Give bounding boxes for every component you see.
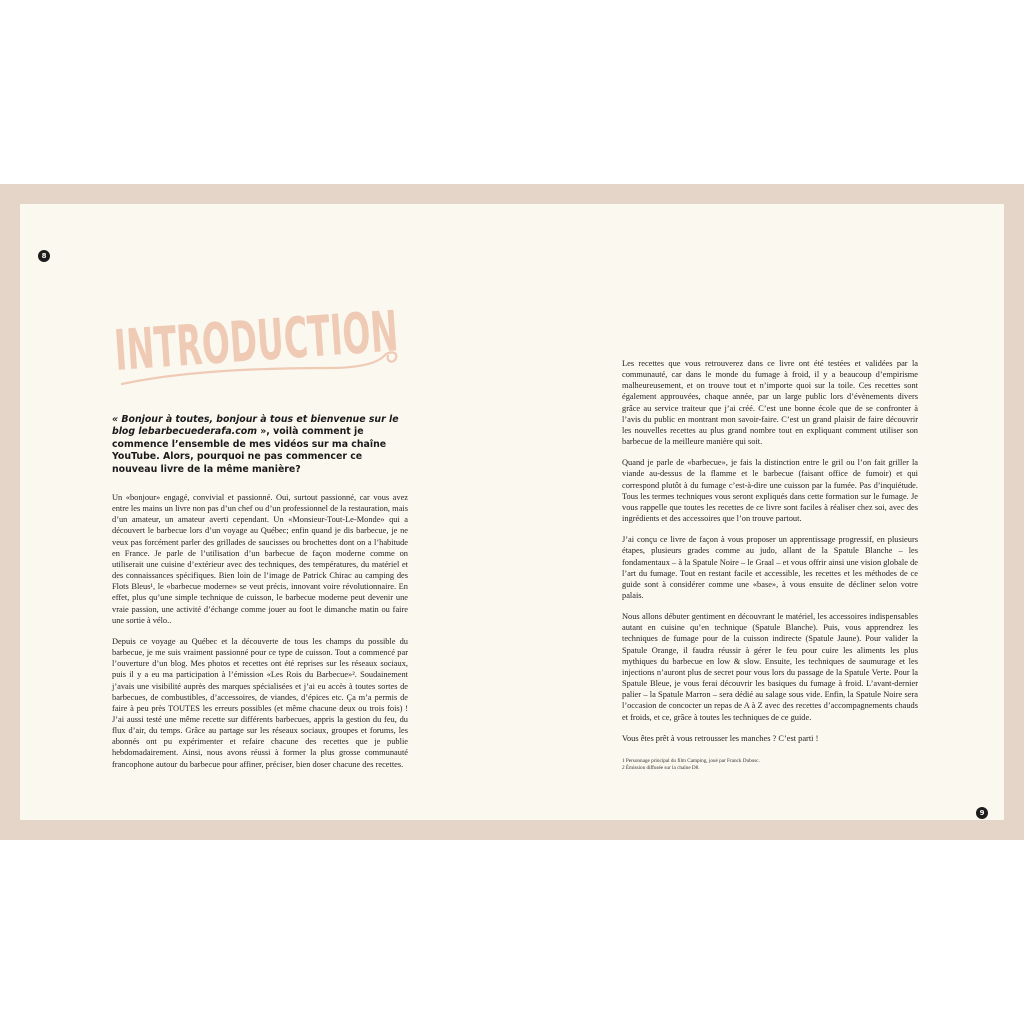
right-page-number: 9 bbox=[976, 807, 988, 819]
chapter-title bbox=[108, 285, 599, 390]
footnote-1: 1 Personnage principal du film Camping, joué par Franck Dubosc. bbox=[622, 757, 760, 764]
footnote-2: 2 Émission diffusée sur la chaîne D8. bbox=[622, 764, 700, 771]
intro-lead-rest: », voilà comment je commence l’ensemble de mes vidéos sur ma chaîne YouTube. Alors, pourquoi ne pas commencer ce nouveau livre de la même manière? bbox=[112, 426, 387, 475]
right-paragraph-4: Nous allons débuter gentiment en découvrant le matériel, les accessoires indispensables autant en cuisine qu’en technique (Spatule Blanche). Puis, vous apprendrez les techniques de fumage pour de la cuisson indirecte (Spatule Jaune). Pour valider la Spatule Orange, il faudra réussir à gérer le feu pour cuire les aliments les plus mythiques du barbecue en low & slow. Ensuite, les techniques de saumurage et les injections n’auront plus de secret pour vous lors du passage de la Spatule Verte. Pour la Spatule Bleue, je vous ferai découvrir les basiques du fumage à froid. L’avant-dernier palier – la Spatule Marron – sera dédié au salage sous vide. Enfin, la Spatule Noire sera l’occasion de concocter un repas de A à Z avec des recettes d’accompagnements chauds et froids, et ce, grâce à toutes les techniques de ce guide. bbox=[622, 612, 918, 722]
footnotes bbox=[622, 758, 918, 772]
right-paragraph-3: J’ai conçu ce livre de façon à vous proposer un apprentissage progressif, en plusieurs étapes, plusieurs grades comme au judo, allant de la Spatule Blanche – les fondamentaux – à la Spatule Noire – le Graal – et vous offrir ainsi une vision globale de l’art du fumage. Tout en restant facile et accessible, les recettes et les méthodes de ce guide sont à considérer comme une «base», à vous ensuite de décliner selon votre palais. bbox=[622, 535, 918, 600]
left-column bbox=[112, 492, 408, 780]
right-column bbox=[622, 358, 918, 772]
page-sheet bbox=[20, 204, 1004, 820]
intro-lead-italic: « Bonjour à toutes, bonjour à tous et bienvenue sur le blog lebarbecuederafa.com bbox=[112, 414, 399, 438]
right-paragraph-5: Vous êtes prêt à vous retrousser les manches ? C’est parti ! bbox=[622, 733, 819, 743]
right-paragraph-2: Quand je parle de «barbecue», je fais la distinction entre le gril ou l’on fait griller la viande au-dessus de la flamme et le barbecue (faisant office de fumoir) et qui correspond plutôt à du fumage c’est-à-dire une cuisson par la fumée. Pas d’inquiétude. Tous les termes techniques vous seront expliqués dans cette formation sur le fumage. Je vous rappelle que toutes les recettes de ce livre sont faciles à réaliser chez soi, avec des ingrédients et des accessoires que l’on trouve partout. bbox=[622, 458, 918, 524]
title-graphic bbox=[108, 285, 599, 390]
title-text: INTRODUCTION bbox=[112, 285, 599, 384]
left-paragraph-2: Depuis ce voyage au Québec et la découverte de tous les champs du possible du barbecue, je me suis vraiment passionné pour ce type de cuisson. Tout a commencé par l’ouverture d’un blog. Mes photos et recettes ont été reprises sur les réseaux sociaux, puis il y a eu ma participation à l’émission «Les Rois du Barbecue»². Soudainement j’avais une visibilité auprès des marques spécialisées et j’ai eu accès à toutes sortes de barbecues, de combustibles, d’accessoires, de viandes, d’épices etc. Ça m’a permis de faire à peu près TOUTES les erreurs possibles (et même chacune deux ou trois fois) ! J’ai aussi testé une même recette sur différents barbecues, appris la gestion du feu, du flux d’air, du temps. Grâce au partage sur les réseaux sociaux, groupes et forums, les abonnés ont pu expérimenter et refaire chacune des recettes que je publie hebdomadairement. Ainsi, nous avons réussi à former la plus grosse communauté francophone autour du barbecue pour affiner, préciser, bien doser chacune des recettes. bbox=[112, 636, 408, 769]
left-paragraph-1: Un «bonjour» engagé, convivial et passionné. Oui, surtout passionné, car vous avez entre les mains un livre non pas d’un chef ou d’un professionnel de la restauration, mais d’un amateur, un amateur averti cependant. Un «Monsieur-Tout-Le-Monde» qui a découvert le barbecue lors d’un voyage au Québec; enfin quand je dis barbecue, je ne veux pas forcément parler des grillades de saucisses ou brochettes dont on a l’habitude en France. Je parle de l’utilisation d’un barbecue de façon moderne comme on utiliserait une cuisine d’extérieur avec des techniques, des températures, du matériel et des connaissances spécifiques. Bien loin de l’image de Patrick Chirac au camping des Flots Bleus¹, le «barbecue moderne» se veut précis, innovant voire révolutionnaire. En effet, plus qu’une simple technique de cuisson, le barbecue moderne peut devenir une vraie passion, une activité d’échange comme jouer au foot le dimanche matin ou faire une sortie à vélo.. bbox=[112, 493, 408, 625]
book-spread bbox=[0, 184, 1024, 840]
right-paragraph-1: Les recettes que vous retrouverez dans ce livre ont été testées et validées par la communauté, car dans le monde du fumage à froid, il y a beaucoup d’empirisme malheureusement, et on trouve tout et n’importe quoi sur la toile. Ces recettes sont également approuvées, chaque année, par un large public lors d’évènements divers grâce au service traiteur que j’ai créé. C’est une bonne école que de se confronter à l’avis du public en montrant mon savoir-faire. C’est un grand plaisir de faire découvrir les nouvelles recettes au plus grand nombre tout en expliquant comment utiliser son barbecue de la meilleure manière qui soit. bbox=[622, 359, 918, 447]
intro-lead bbox=[112, 414, 408, 476]
left-page-number: 8 bbox=[38, 250, 50, 262]
